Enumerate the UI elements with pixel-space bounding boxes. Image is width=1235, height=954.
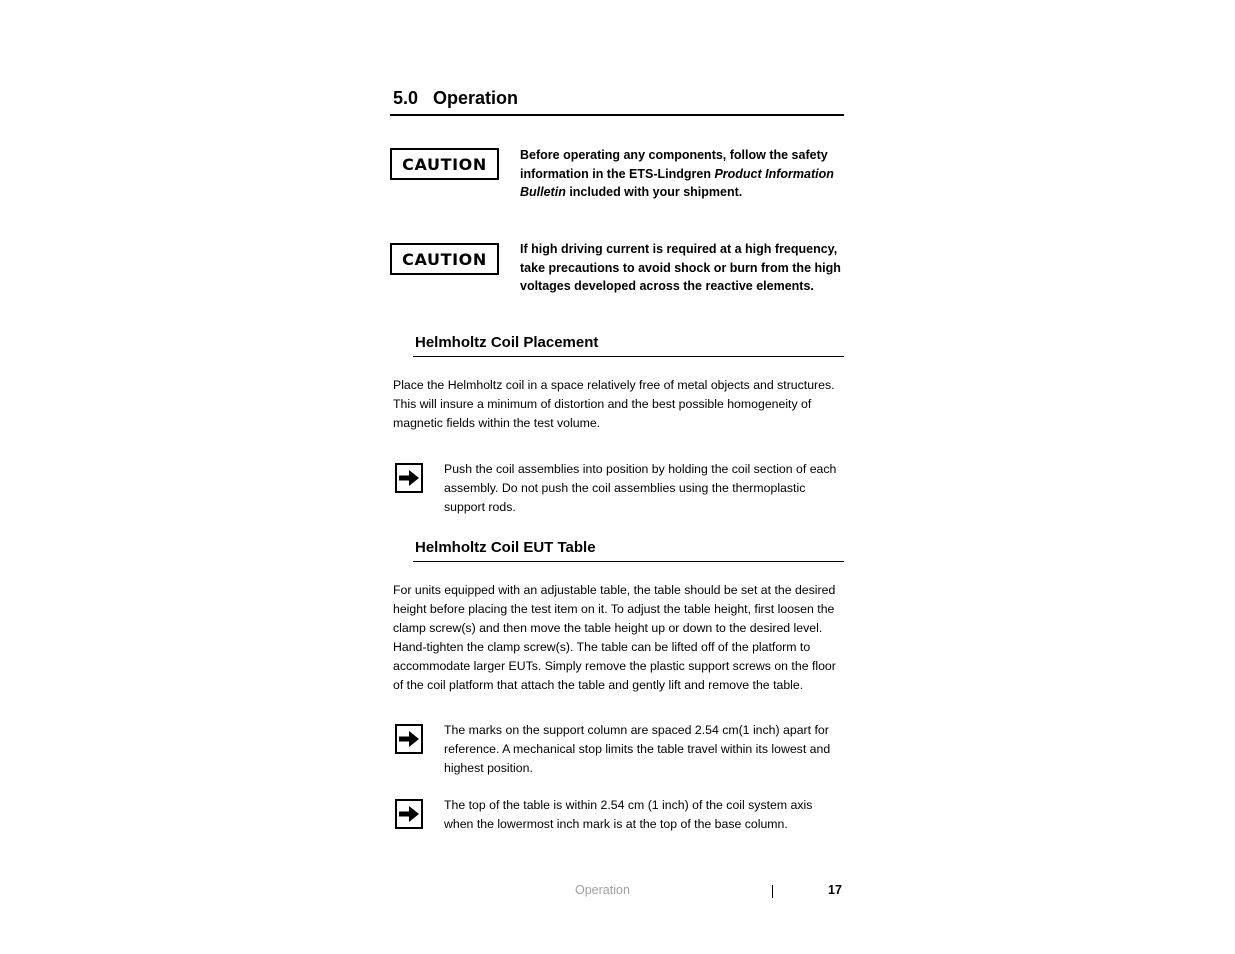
subsection-title-placement: Helmholtz Coil Placement xyxy=(415,334,599,351)
note-text-support-column-marks: The marks on the support column are spaced 2.54 cm(1 inch) apart for reference. A mechanical stop limits the table travel within its lowest and highest position. xyxy=(444,723,831,775)
caution-text-safety xyxy=(520,146,848,202)
placement-paragraph: Place the Helmholtz coil in a space relatively free of metal objects and structures. This will insure a minimum of distortion and the best possible homogeneity of magnetic fields within the test volume. xyxy=(393,378,835,430)
caution-label: CAUTION xyxy=(402,249,487,269)
footer-section-label: Operation xyxy=(575,883,630,897)
caution-text-safety-part1: Before operating any components, follow the safety information in the ETS-Lindgren xyxy=(520,148,828,181)
caution-label-icon xyxy=(390,243,499,275)
caution-label: CAUTION xyxy=(402,154,487,174)
arrow-right-icon xyxy=(395,724,423,754)
subsection-title-eut-table: Helmholtz Coil EUT Table xyxy=(415,539,596,556)
product-information-bulletin-title: Product Information Bulletin xyxy=(520,166,834,200)
section-heading: 5.0 Operation xyxy=(393,88,519,108)
caution-text-high-voltage: If high driving current is required at a high frequency, take precautions to avoid shock or burn from the high voltages developed across the reactive elements. xyxy=(520,242,841,294)
note-text-coil-handling: Push the coil assemblies into position by holding the coil section of each assembly. Do not push the coil assemblies using the thermoplastic support rods. xyxy=(444,462,837,514)
arrow-right-icon xyxy=(395,799,423,829)
page-number: 17 xyxy=(828,883,842,897)
subsection-divider xyxy=(413,561,844,562)
caution-label-icon xyxy=(390,148,499,180)
arrow-right-icon xyxy=(395,463,423,493)
eut-table-paragraph: For units equipped with an adjustable table, the table should be set at the desired height before placing the test item on it. To adjust the table height, first loosen the clamp screw(s) and then move the table height up or down to the desired level. Hand-tighten the clamp screw(s). The table can be lifted off of the platform to accommodate larger EUTs. Simply remove the plastic support screws on the floor of the coil platform that attach the table and gently lift and remove the table. xyxy=(393,583,836,692)
section-divider xyxy=(390,114,844,116)
note-text-table-top-position: The top of the table is within 2.54 cm (1 inch) of the coil system axis when the lowermost inch mark is at the top of the base column. xyxy=(444,798,813,831)
caution-text-safety-part2: included with your shipment. xyxy=(565,185,743,200)
subsection-divider xyxy=(413,356,844,357)
footer-separator xyxy=(772,885,773,898)
